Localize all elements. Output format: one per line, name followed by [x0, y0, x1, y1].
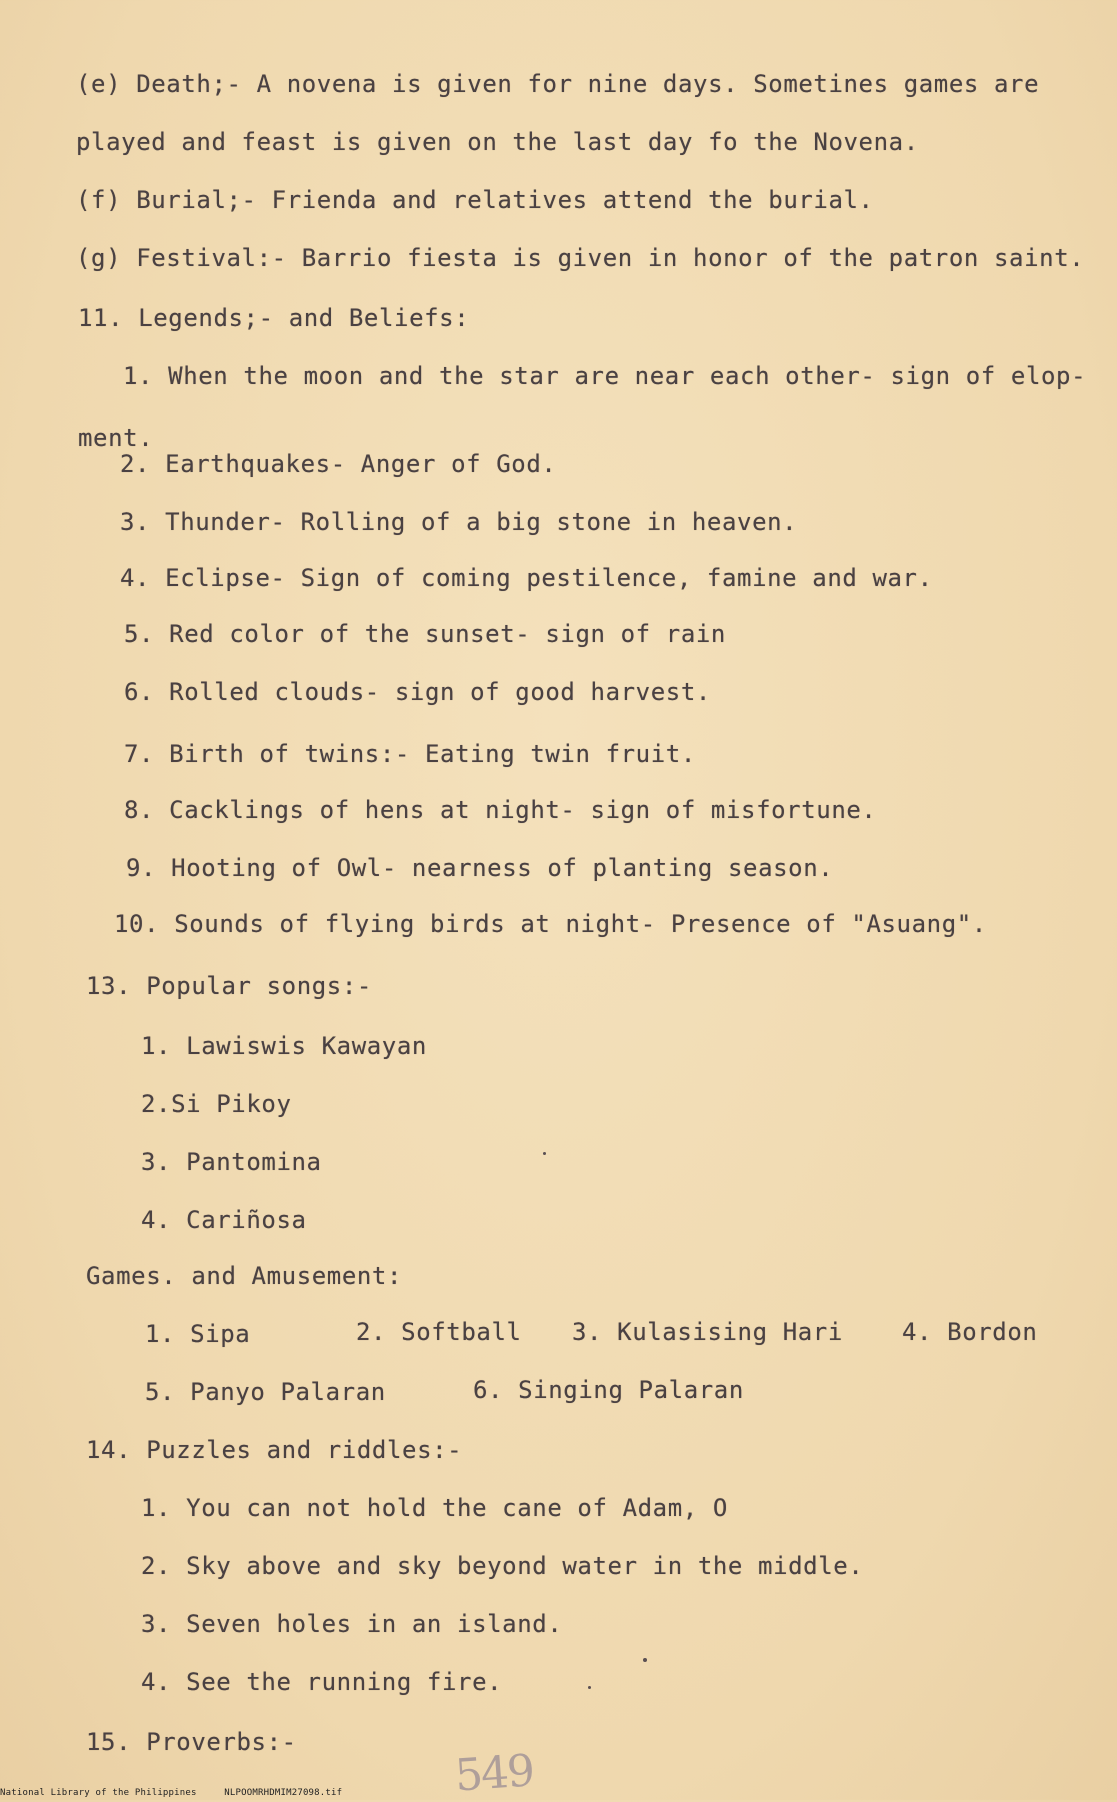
section-heading: Games. and Amusement:: [86, 1262, 403, 1290]
list-item: 2.Si Pikoy: [141, 1090, 292, 1118]
list-item: 4. Cariñosa: [141, 1206, 307, 1234]
list-item: 3. Kulasising Hari: [572, 1318, 843, 1346]
section-heading: 11. Legends;- and Beliefs:: [78, 304, 470, 332]
text-line: played and feast is given on the last day fo the Novena.: [76, 128, 919, 156]
list-item: 10. Sounds of flying birds at night- Presence of "Asuang".: [114, 910, 987, 938]
section-heading: 15. Proverbs:-: [86, 1728, 297, 1756]
text-line: (f) Burial;- Frienda and relatives attend the burial.: [76, 186, 874, 214]
archive-footer: [0, 1788, 342, 1798]
section-heading: 13. Popular songs:-: [86, 972, 372, 1000]
list-item: 1. You can not hold the cane of Adam, O: [141, 1494, 728, 1522]
ink-speck: [543, 1152, 546, 1155]
list-item: 8. Cacklings of hens at night- sign of misfortune.: [124, 796, 877, 824]
list-item: 9. Hooting of Owl- nearness of planting season.: [126, 854, 834, 882]
section-heading: 14. Puzzles and riddles:-: [86, 1436, 463, 1464]
list-item: 4. See the running fire.: [141, 1668, 503, 1696]
list-item: 3. Pantomina: [141, 1148, 322, 1176]
list-item: 3. Thunder- Rolling of a big stone in heaven.: [120, 508, 798, 536]
list-item: 4. Bordon: [902, 1318, 1038, 1346]
footer-file: NLPOOMRHDMIM27098.tif: [224, 1788, 343, 1798]
text-line: ment.: [78, 424, 154, 452]
list-item: 7. Birth of twins:- Eating twin fruit.: [124, 740, 696, 768]
text-line: (g) Festival:- Barrio fiesta is given in honor of the patron saint.: [76, 244, 1085, 272]
list-item: 5. Red color of the sunset- sign of rain: [124, 620, 726, 648]
footer-source: National Library of the Philippines: [0, 1788, 197, 1798]
list-item: 2. Softball: [356, 1318, 522, 1346]
text-line: (e) Death;- A novena is given for nine days. Sometines games are: [76, 70, 1040, 98]
list-item: 6. Rolled clouds- sign of good harvest.: [124, 678, 711, 706]
list-item: 3. Seven holes in an island.: [141, 1610, 563, 1638]
list-item: 6. Singing Palaran: [473, 1376, 744, 1404]
ink-speck: [643, 1658, 647, 1662]
list-item: 2. Earthquakes- Anger of God.: [120, 450, 557, 478]
handwritten-page-number: 549: [453, 1745, 535, 1802]
list-item: 1. Lawiswis Kawayan: [141, 1032, 427, 1060]
list-item: 1. Sipa: [145, 1320, 251, 1348]
list-item: 2. Sky above and sky beyond water in the middle.: [141, 1552, 864, 1580]
list-item: 4. Eclipse- Sign of coming pestilence, famine and war.: [120, 564, 933, 592]
ink-speck: [588, 1686, 591, 1689]
text-line: 1. When the moon and the star are near each other- sign of elop-: [123, 362, 1087, 390]
list-item: 5. Panyo Palaran: [145, 1378, 386, 1406]
